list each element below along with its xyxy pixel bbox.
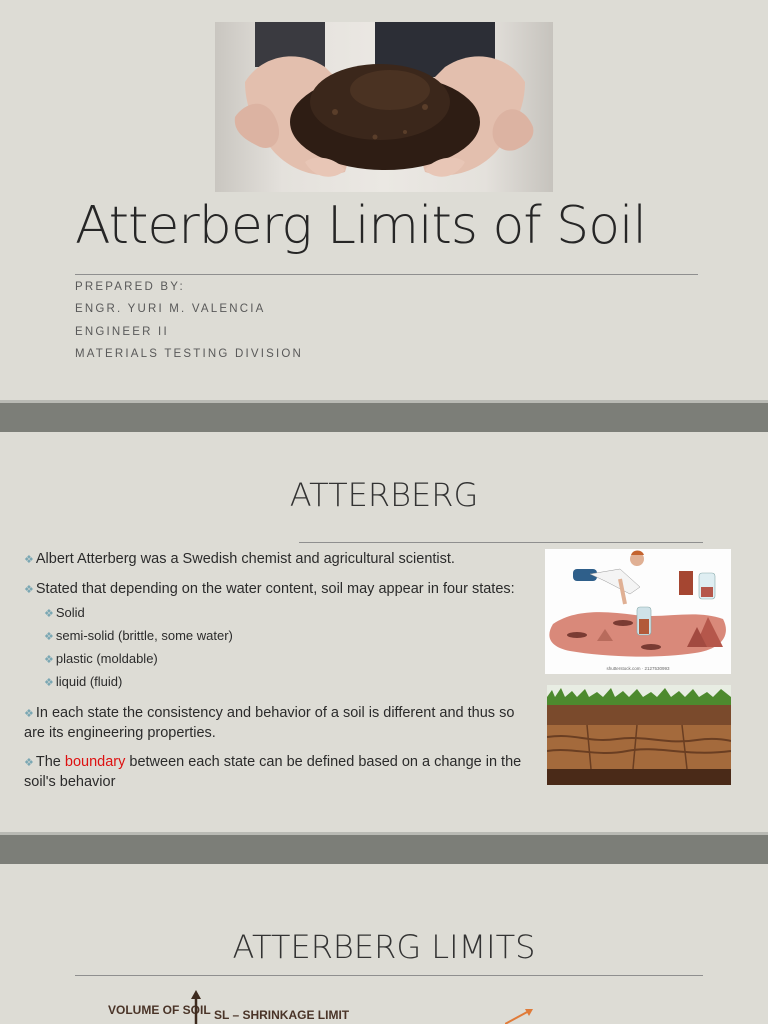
title-slide bbox=[0, 0, 768, 400]
slide-separator bbox=[0, 832, 768, 864]
title-divider bbox=[299, 542, 703, 543]
author-division: MATERIALS TESTING DIVISION bbox=[75, 348, 304, 360]
sub-list-item: ❖ semi-solid (brittle, some water) bbox=[44, 628, 233, 643]
volume-axis-label: VOLUME OF SOIL bbox=[108, 1003, 211, 1017]
diamond-bullet-icon: ❖ bbox=[44, 677, 54, 689]
diamond-bullet-icon: ❖ bbox=[24, 757, 34, 769]
slide-title: ATTERBERG bbox=[289, 476, 479, 514]
list-item: ❖ Stated that depending on the water content, soil may appear in four states: bbox=[24, 581, 515, 597]
title-divider bbox=[75, 975, 703, 976]
diamond-bullet-icon: ❖ bbox=[44, 631, 54, 643]
atterberg-slide bbox=[0, 432, 768, 832]
soil-layers-image bbox=[547, 685, 731, 785]
diamond-bullet-icon: ❖ bbox=[24, 584, 34, 596]
image-caption: shutterstock.com · 2127530993 bbox=[606, 666, 670, 671]
prepared-by-label: PREPARED BY: bbox=[75, 281, 185, 293]
shrinkage-limit-legend: SL – SHRINKAGE LIMIT bbox=[214, 1008, 350, 1022]
slide-title: ATTERBERG LIMITS bbox=[232, 928, 536, 966]
sub-list-item: ❖ Solid bbox=[44, 605, 85, 620]
sub-list-item: ❖ liquid (fluid) bbox=[44, 674, 123, 689]
author-position: ENGINEER II bbox=[75, 326, 169, 338]
curve-arrow-icon bbox=[505, 1008, 535, 1024]
author-name: ENGR. YURI M. VALENCIA bbox=[75, 303, 266, 315]
atterberg-limits-slide bbox=[0, 864, 768, 1024]
slide-title: Atterberg Limits of Soil bbox=[75, 196, 646, 256]
diamond-bullet-icon: ❖ bbox=[24, 708, 34, 720]
slide-separator bbox=[0, 400, 768, 432]
highlight-text: boundary bbox=[64, 754, 126, 770]
bullet-list bbox=[20, 550, 530, 802]
diamond-bullet-icon: ❖ bbox=[24, 554, 34, 566]
scientist-illustration bbox=[545, 549, 731, 674]
list-item: ❖ In each state the consistency and behavior of a soil is different and thus so are its engineering properties. bbox=[24, 705, 515, 741]
diamond-bullet-icon: ❖ bbox=[44, 608, 54, 620]
hands-holding-soil-image bbox=[215, 22, 553, 192]
sub-list-item: ❖ plastic (moldable) bbox=[44, 651, 158, 666]
y-axis-arrow-icon bbox=[190, 990, 202, 1024]
diamond-bullet-icon: ❖ bbox=[44, 654, 54, 666]
title-divider bbox=[75, 274, 698, 275]
list-item: ❖ Albert Atterberg was a Swedish chemist and agricultural scientist. bbox=[24, 551, 455, 567]
list-item: ❖ The boundary between each state can be defined based on a change in the soil's behavior bbox=[24, 754, 522, 790]
